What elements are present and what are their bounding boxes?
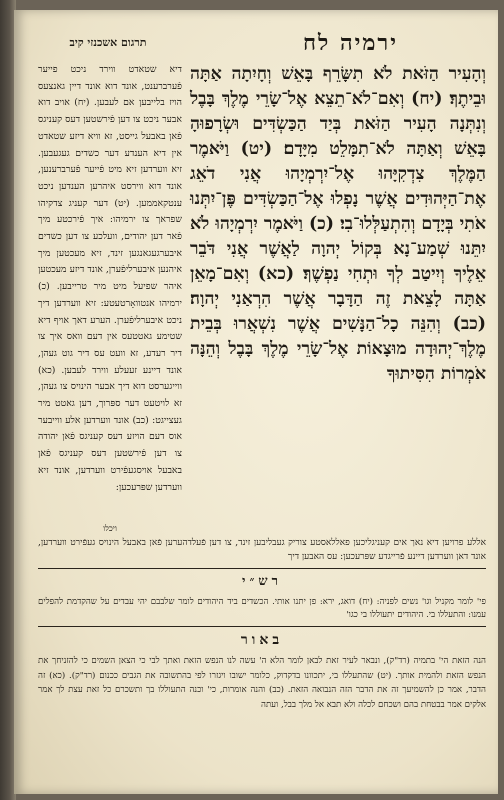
divider [38, 626, 486, 627]
translation-title: תרגום אשכנזי קיב [69, 36, 147, 49]
rashi-title: רש״י [242, 574, 282, 589]
page-title: ירמיה לח [302, 30, 398, 56]
main-text-column [190, 62, 486, 387]
rashi-text: פי' לומר מקניל וגו' נשים לפניה: (יח) דואג, ירא: פן יתנו אותי. הכשדים ביד היהודים לומר שלבבם יהי עבדים על שהקדמת להפלים עמנו: והתעללו בי. היהודים יתעוללו בי כגו' [38, 597, 486, 620]
translation-continuation [38, 536, 486, 564]
catchword: ויכלו [103, 524, 117, 533]
translation-continuation-text: אללע פרויען דיא נאך אים קעניגליכען פאללאסטע צוריק געבליבען זינד, צו דען פֿעלדהערען פֿאן באבעל הינויס געפֿירט ווערדען, אונד דאן ווערדען דיינע פֿרייגדע שפּרעכען: עס האבען דיך [38, 538, 486, 562]
rashi-commentary [38, 596, 486, 622]
biur-text: הנה הזאת הי' בתמיה (רד"ק), ונבאר לעיר זאת לבאן לומר הלא ה' עשה לנו הנפש הזאת ואתך לבי כי הצאן השמים כי להזניחך את הנפש הזאת ולהמית אותך. (יט) שהתעללו בי, יתכוונו בדקדוק, כלומר ישובו ויגזרו לפי בהתשובה את הגבים ככנום (רד"ק). (כא) זה הדבר, אמר כן להשמיעך זה את הדבר הזה הנבואה הזאת. (כב) והנה אומרות, כי' וכנה התעוללו בך ותשכרם כל זאת עצת לך אמר אלקים אמר בבטחת בהם ושכחם לכלה ולא תבא אל מלך בבל, ועתה [38, 656, 486, 710]
main-text-paragraph: וְהָעִיר הַזֹּאת לֹא תִשָּׂרֵף בָּאֵשׁ וְחָיִתָה אַתָּה וּבֵיתֶךָ׃ (יח) וְאִם־לֹא־תֵצֵא אֶל־שָׂרֵי מֶלֶךְ בָּבֶל וְנִתְּנָה הָעִיר הַזֹּאת בְּיַד הַכַּשְׂדִּים וּשְׂרָפוּהָ בָּאֵשׁ וְאַתָּה לֹא־תִמָּלֵט מִיָּדָם׃ (יט) וַיֹּאמֶר הַמֶּלֶךְ צִדְקִיָּהוּ אֶל־יִרְמְיָהוּ אֲנִי דֹאֵג אֶת־הַיְּהוּדִים אֲשֶׁר נָפְלוּ אֶל־הַכַּשְׂדִּים פֶּן־יִתְּנוּ אֹתִי בְּיָדָם וְהִתְעַלְּלוּ־בִי׃ (כ) וַיֹּאמֶר יִרְמְיָהוּ לֹא יִתֵּנוּ שְׁמַע־נָא בְּקוֹל יְהוָה לַאֲשֶׁר אֲנִי דֹּבֵר אֵלֶיךָ וְיִיטַב לְךָ וּתְחִי נַפְשֶׁךָ׃ (כא) וְאִם־מָאֵן אַתָּה לָצֵאת זֶה הַדָּבָר אֲשֶׁר הִרְאַנִי יְהוָה׃ (כב) וְהִנֵּה כָל־הַנָּשִׁים אֲשֶׁר נִשְׁאֲרוּ בְּבֵית מֶלֶךְ־יְהוּדָה מוּצָאוֹת אֶל־שָׂרֵי מֶלֶךְ בָּבֶל וְהֵנָּה אֹמְרוֹת הִסִּיתוּךָ [190, 64, 486, 384]
biur-commentary [38, 654, 486, 712]
translation-column [38, 62, 182, 496]
biur-title: באור [240, 632, 284, 648]
divider [38, 568, 486, 569]
translation-paragraph: דיא שטאדט ווירד ניכט פייער פֿערברענט, אונד דוא אונד דיין גאנצעס הויז בלייבען אם לעבען. (יח) אויב דוא אבער ניכט צו דען פֿירשטען דעס קעניגס פֿאן באבעל גייסט, זא וויא דיזע שטאדט אין דיא הענדע דער כשדים געגעבען. זיא ווערדען זיא מיט פֿייער פֿערברענען, אונד דוא ווירסט איהרען הענדען ניכט ענטקאממען. (יט) דער קעניג צדקיהו שפראך צו ירמיהו: איך פֿירכטע מיך פֿאר דען יהודים, וועלכע צו דען כשדים איבערגעגאנגען זינד, זיא מעכטען מיך איהנען איבערליפֿערן, אונד דיזע מעכטען איהר שפיעל מיט מיר טרייבען. (כ) ירמיהו אנטוואָרטעטע: זיא ווערדען דיך ניכט איבערליפֿערן. הערע דאך אויף דיא שטימע גאטטעס אין דעם וואס איך צו דיר רעדע, זא וועט עס דיר גוט געהן, אונד דיינע זעעלע ווירד לעבען. (כא) ווייגערסט דוא דיך אבער הינויס צו געהן, זא לויטעט דער ספּרוך, דען גאטט מיר געצייגט: (כב) אונד ווערדען אלע ווייבער אוס דעם הויזע דעס קעניגס פֿאן יהודה צו דען פֿירשטען דעס קעניגס פֿאן באבעל אויסגעפֿירט ווערדען, אונד זיא ווערדען שפּרעכען: [38, 64, 182, 493]
book-page [14, 10, 498, 794]
